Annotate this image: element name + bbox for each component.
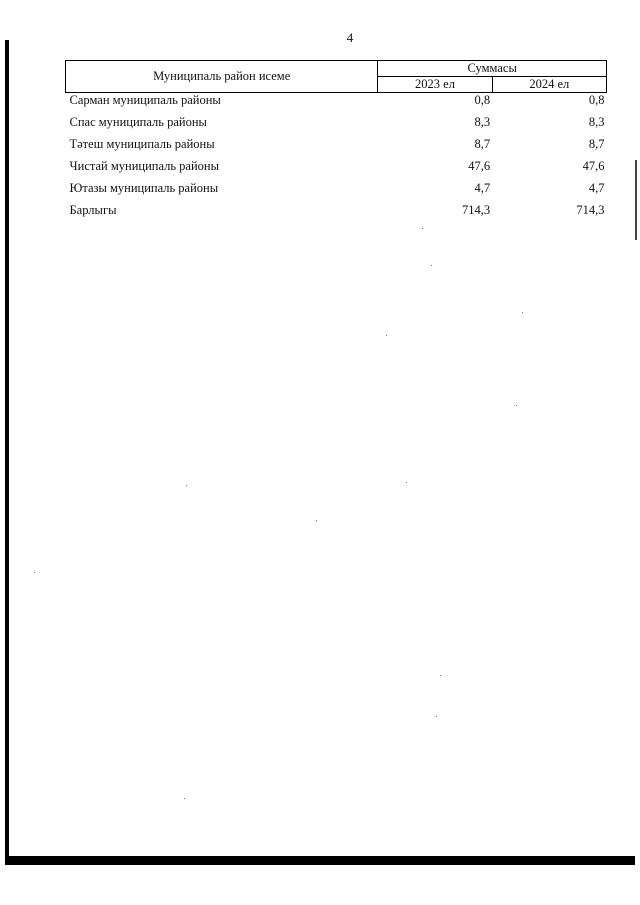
districts-table <box>65 60 607 225</box>
scan-right-mark <box>635 160 637 240</box>
district-name: Ютазы муниципаль районы <box>69 181 219 195</box>
district-name: Тәтеш муниципаль районы <box>69 137 215 151</box>
scan-speck <box>431 265 432 266</box>
scan-speck <box>516 405 517 406</box>
scan-speck <box>184 798 185 799</box>
header-sums: Суммасы <box>378 61 607 77</box>
total-label: Барлыгы <box>69 203 117 217</box>
scan-speck <box>422 228 423 229</box>
table-row <box>66 137 607 159</box>
value-2024: 4,7 <box>588 181 605 195</box>
table-row <box>66 115 607 137</box>
district-name: Спас муниципаль районы <box>69 115 207 129</box>
scan-speck <box>406 482 407 483</box>
value-2023: 8,3 <box>474 115 491 129</box>
value-2024: 8,3 <box>588 115 605 129</box>
scan-speck <box>522 312 523 313</box>
table-row-total <box>66 203 607 225</box>
value-2023: 47,6 <box>468 159 491 173</box>
scan-speck <box>440 675 441 676</box>
table-row <box>66 181 607 203</box>
header-year-2023: 2023 ел <box>378 77 492 93</box>
header-district-name: Муниципаль район исеме <box>66 61 378 93</box>
scan-left-border <box>5 40 9 858</box>
value-2023: 8,7 <box>474 137 491 151</box>
scan-speck <box>34 572 35 573</box>
value-2024: 47,6 <box>582 159 605 173</box>
value-2023: 4,7 <box>474 181 491 195</box>
page-number: 4 <box>346 30 354 45</box>
scan-bottom-border <box>5 856 635 865</box>
scan-speck <box>436 716 437 717</box>
total-2023: 714,3 <box>462 203 491 217</box>
value-2024: 8,7 <box>588 137 605 151</box>
table-row <box>66 93 607 116</box>
district-name: Чистай муниципаль районы <box>69 159 219 173</box>
district-name: Сарман муниципаль районы <box>69 93 221 107</box>
header-year-2024: 2024 ел <box>492 77 606 93</box>
total-2024: 714,3 <box>576 203 605 217</box>
table-row <box>66 159 607 181</box>
scan-speck <box>316 520 317 521</box>
value-2024: 0,8 <box>588 93 605 107</box>
value-2023: 0,8 <box>474 93 491 107</box>
scan-speck <box>386 335 387 336</box>
scan-speck <box>186 485 187 486</box>
